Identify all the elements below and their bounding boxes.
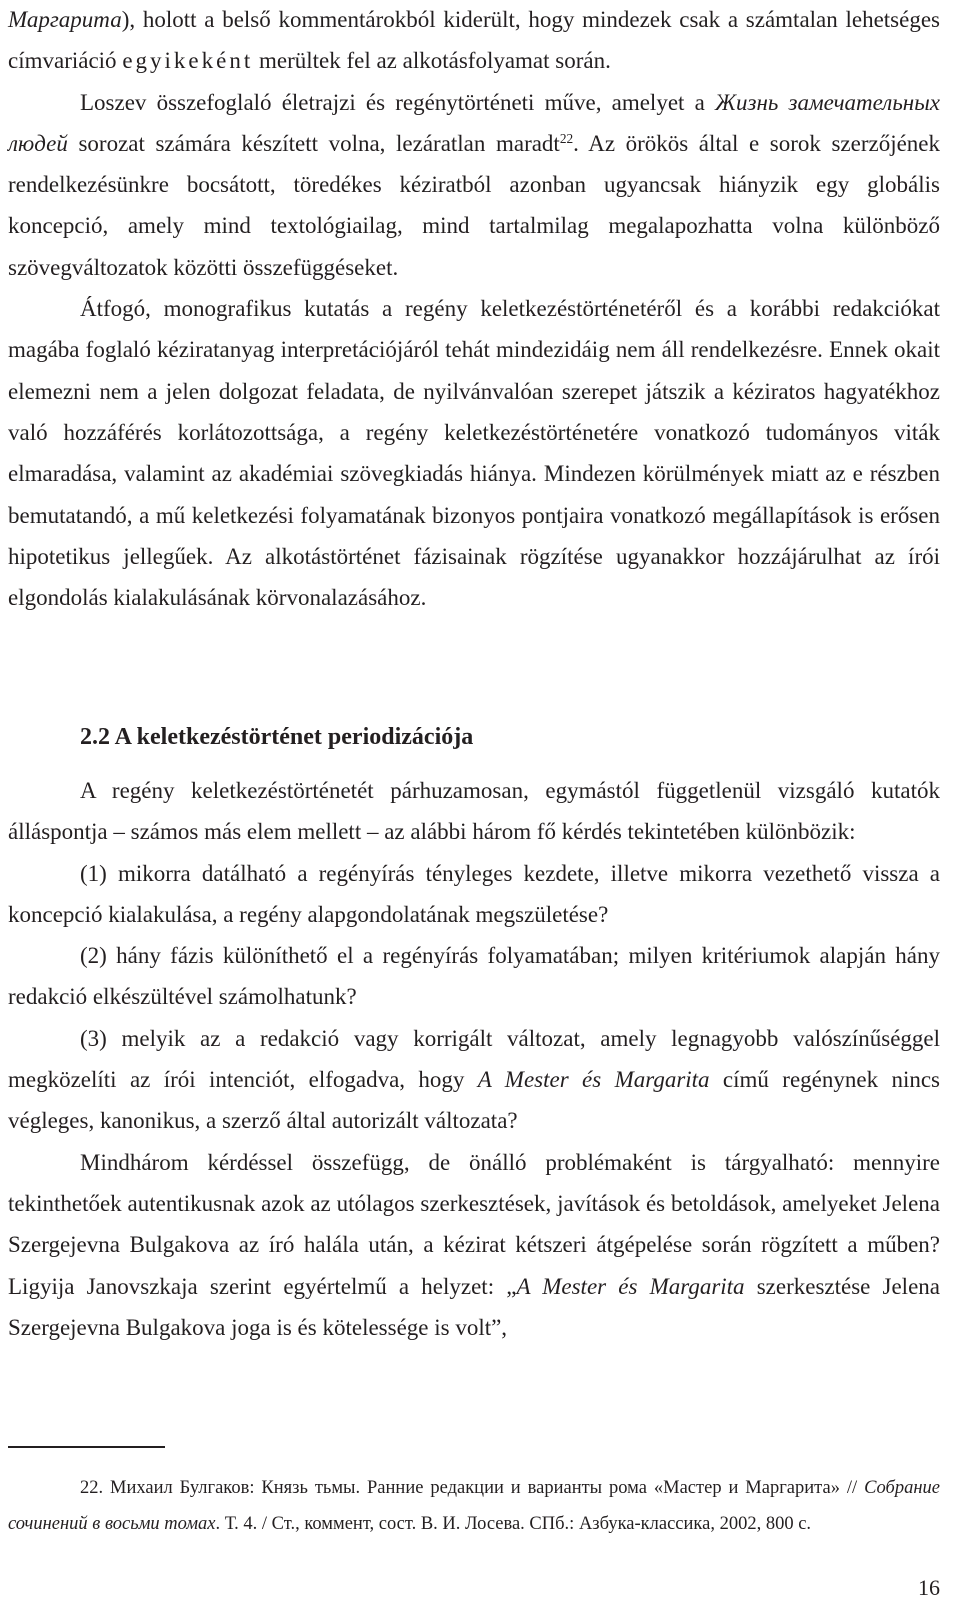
text-run: szerkesztése Jelena Szergejevna Bulgakova joga is és kötelessége is volt”, bbox=[8, 1273, 940, 1340]
paragraph-loszev bbox=[8, 82, 940, 288]
section-heading: 2.2 A keletkezéstörténet periodizációja bbox=[80, 724, 474, 750]
paragraph-monograph: Átfogó, monografikus kutatás a regény keletkezéstörténetéről és a korábbi redakciókat magába foglaló kéziratanyag interpretációjáról tehát mindezidáig nem áll rendelkezésre. Ennek okait elemezni nem a jelen dolgozat feladata, de nyilvánvalóan szerepet játszik a kéziratos hagyatékhoz való hozzáférés korlátozottsága, a regény keletkezéstörténetére vonatkozó tudományos viták elmaradása, valamint az akadémiai szövegkiadás hiánya. Mindezen körülmények miatt az e részben bemutatandó, a mű keletkezési folyamatának bizonyos pontjaira vonatkozó megállapítások is erősen hipotetikus jellegűek. Az alkotástörténet fázisainak rögzítése ugyanakkor hozzájárulhat az írói elgondolás kialakulásának körvonalazásához. bbox=[8, 296, 940, 611]
body-text-bottom bbox=[8, 770, 940, 1348]
text-run: . Az örökös által e sorok szerzőjének rendelkezésünkre bocsátott, töredékes kéziratból azonban ugyancsak hiányzik egy globális koncepció, amely mind textológiailag, mind tartalmilag megalapozhatta volna különböző szövegváltozatok közötti összefüggéseket. bbox=[8, 130, 940, 280]
text-run: . Т. 4. / Ст., коммент, сост. В. И. Лосева. СПб.: Азбука-классика, 2002, 800 с. bbox=[215, 1514, 812, 1534]
text-run: című regénynek nincs végleges, kanonikus, a szerző által autorizált változata? bbox=[8, 1067, 940, 1134]
question-1: (1) mikorra datálható a regényírás tényleges kezdete, illetve mikorra vezethető vissza a koncepció kialakulása, a regény alapgondolatának megszületése? bbox=[8, 860, 940, 927]
footnote bbox=[8, 1470, 940, 1542]
text-run: merültek fel az alkotásfolyamat során. bbox=[253, 48, 611, 74]
title-italic: A Mester és Margarita bbox=[516, 1273, 745, 1299]
text-run: ), holott a belső kommentárokból kiderült, hogy mindezek csak a számtalan lehetséges címvariáció bbox=[8, 7, 940, 74]
text-run: (3) melyik az a redakció vagy korrigált változat, amely legnagyobb valószínűséggel megközelíti az írói intenciót, elfogadva, hogy bbox=[8, 1025, 940, 1093]
footnote-divider bbox=[8, 1446, 165, 1448]
question-2: (2) hány fázis különíthető el a regényírás folyamatában; milyen kritériumok alapján hány redakció elkészültével számolhatunk? bbox=[8, 943, 940, 1010]
series-title-italic: Жизнь замечательных людей bbox=[8, 89, 940, 156]
spaced-emphasis: egyikeként bbox=[122, 48, 254, 74]
collected-works-italic: Собрание сочинений в восьми томах bbox=[8, 1478, 940, 1534]
page-number: 16 bbox=[918, 1575, 940, 1600]
paragraph-title-variants bbox=[8, 0, 940, 82]
text-run: Loszev összefoglaló életrajzi és regénytörténeti műve, amelyet a bbox=[80, 89, 715, 115]
question-3 bbox=[8, 1018, 940, 1142]
paragraph-intro: A regény keletkezéstörténetét párhuzamosan, egymástól függetlenül vizsgáló kutatók álláspontja – számos más elem mellett – az alábbi három fő kérdés tekintetében különbözik: bbox=[8, 778, 940, 845]
body-text-top bbox=[8, 0, 940, 618]
title-italic: Маргарита bbox=[8, 7, 122, 32]
title-italic: A Mester és Margarita bbox=[477, 1067, 710, 1093]
footnote-reference[interactable]: 22 bbox=[559, 130, 574, 146]
footnote-22 bbox=[8, 1470, 940, 1542]
paragraph-editing bbox=[8, 1142, 940, 1348]
text-run: 22. Михаил Булгаков: Князь тьмы. Ранние редакции и варианты рома «Мастер и Маргарита» // bbox=[80, 1478, 865, 1498]
text-run: Mindhárom kérdéssel összefügg, de önálló problémaként is tárgyalható: mennyire tekinthetőek autentikusnak azok az utólagos szerkesztések, javítások és betoldások, amelyeket Jelena Szergejevna Bulgakova az író halála után, a kézirat kétszeri átgépelése során rögzített a műben? Ligyija Janovszkaja szerint egyértelmű a helyzet: „ bbox=[8, 1149, 940, 1299]
text-run: sorozat számára készített volna, lezáratlan maradt bbox=[67, 130, 560, 156]
